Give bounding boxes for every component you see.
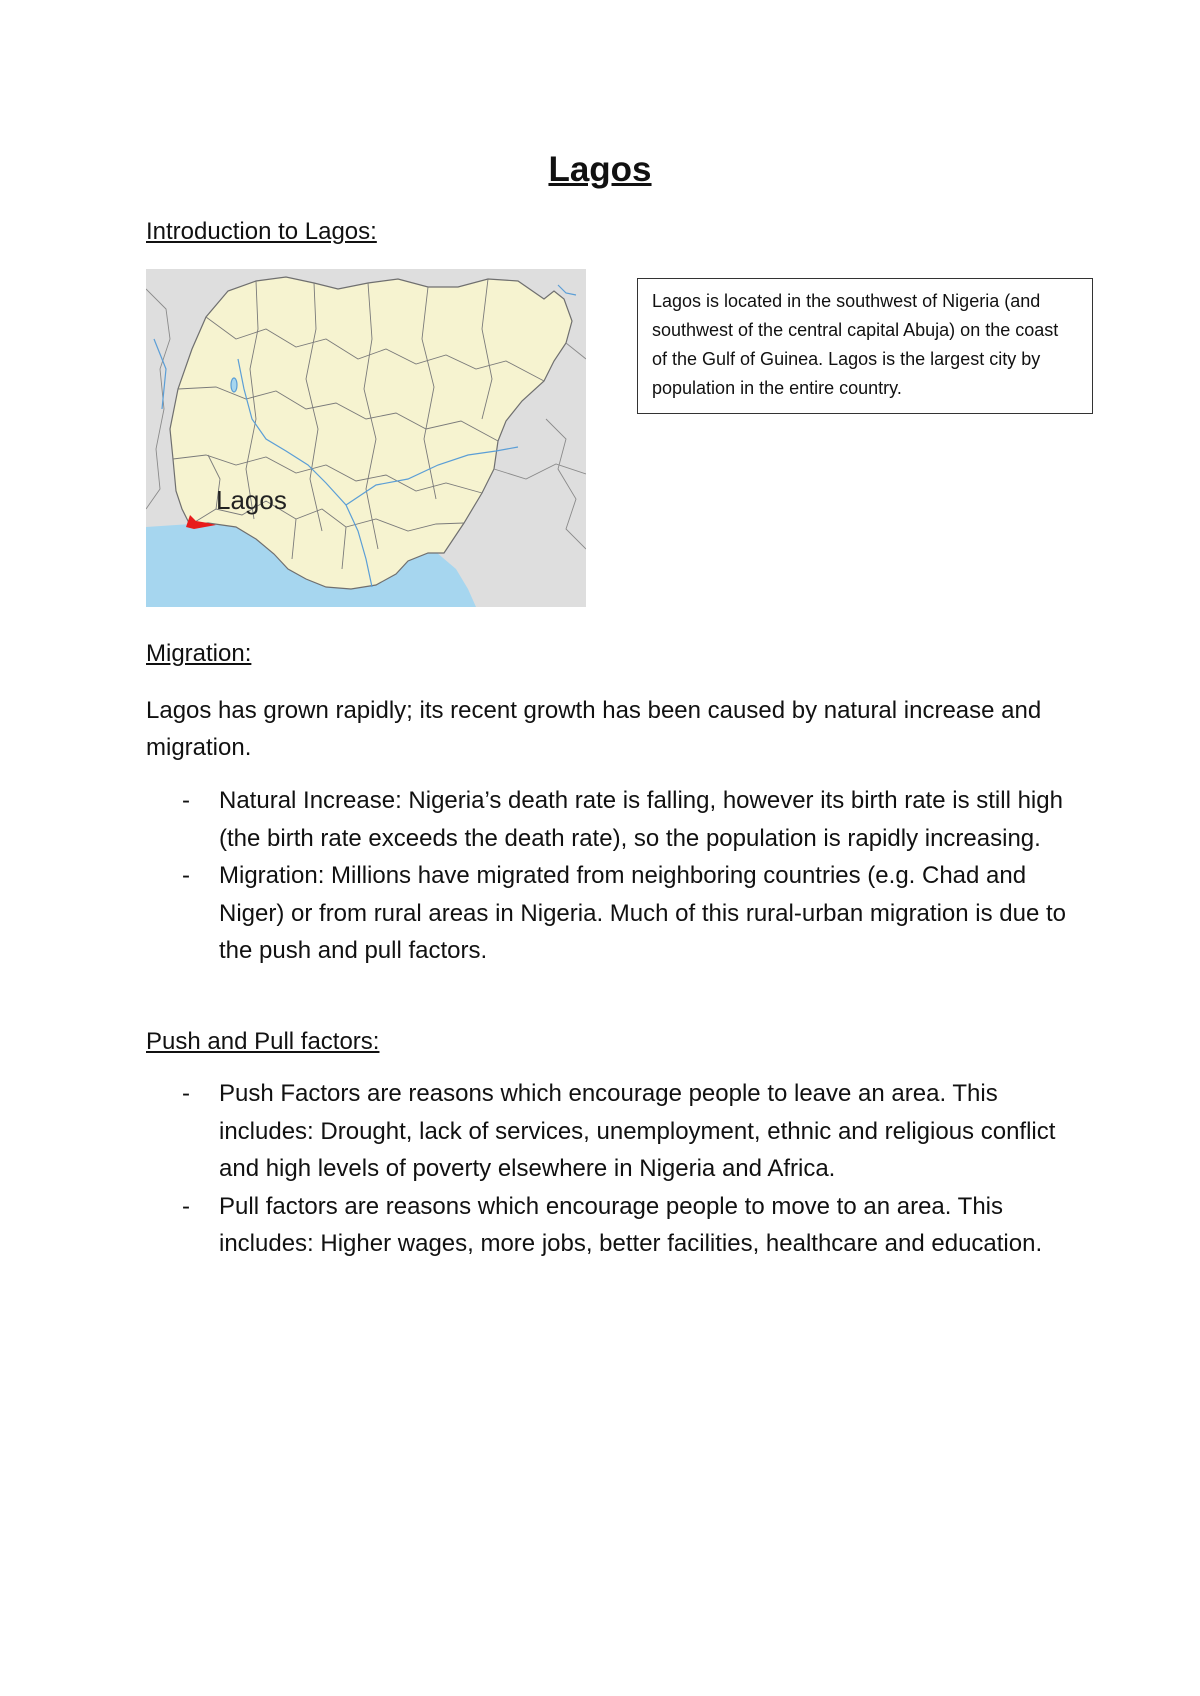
bullet-text-natural-increase: Natural Increase: Nigeria’s death rate is falling, however its birth rate is still high (the birth rate exceeds the death rate), so the population is rapidly increasing. (219, 787, 1063, 852)
list-item (146, 782, 1076, 857)
bullet-marker: - (182, 1192, 190, 1220)
bullet-text-push-factors: Push Factors are reasons which encourage people to leave an area. This includes: Drought, lack of services, unemployment, ethnic and religious conflict and high levels of poverty elsewhere in Nigeria and Africa. (219, 1080, 1056, 1182)
migration-paragraph: Lagos has grown rapidly; its recent growth has been caused by natural increase and migration. (146, 697, 1042, 761)
push-pull-bullet-list (146, 1075, 1076, 1263)
lagos-map-label: Lagos (216, 485, 287, 515)
push-pull-heading: Push and Pull factors: (146, 1028, 380, 1055)
bullet-marker: - (182, 787, 190, 814)
list-item (146, 1075, 1076, 1188)
migration-heading: Migration: (146, 640, 252, 667)
bullet-text-pull-factors: Pull factors are reasons which encourage people to move to an area. This includes: Higher wages, more jobs, better facilities, healthcare and education. (219, 1192, 1043, 1257)
bullet-marker: - (182, 1080, 190, 1107)
nigeria-map (146, 269, 586, 607)
location-callout: Lagos is located in the southwest of Nigeria (and southwest of the central capital Abuja) on the coast of the Gulf of Guinea. Lagos is the largest city by population in the entire country. (637, 278, 1093, 414)
intro-heading: Introduction to Lagos: (146, 218, 377, 245)
list-item (146, 1188, 1076, 1263)
migration-bullet-list (146, 782, 1076, 970)
page-title: Lagos (548, 150, 652, 189)
bullet-text-migration: Migration: Millions have migrated from neighboring countries (e.g. Chad and Niger) or from rural areas in Nigeria. Much of this rural-urban migration is due to the push and pull factors. (219, 862, 1066, 964)
list-item (146, 857, 1076, 970)
bullet-marker: - (182, 862, 190, 889)
